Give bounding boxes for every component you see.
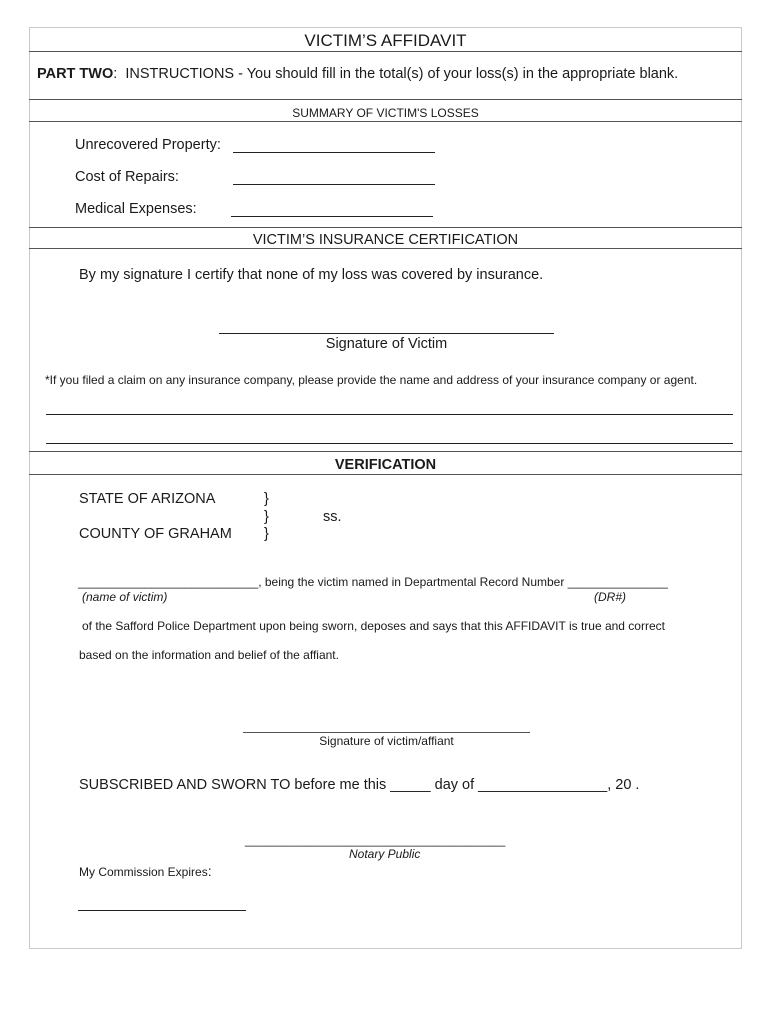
ss-label: ss.: [323, 509, 342, 525]
signature-affiant-caption: Signature of victim/affiant: [319, 734, 454, 748]
divider: [29, 121, 742, 122]
brace: }: [264, 509, 269, 525]
unrecovered-property-field[interactable]: [233, 152, 435, 153]
commission-expires-text: My Commission Expires: [79, 865, 208, 879]
divider: [29, 227, 742, 228]
commission-expires-label: [79, 863, 212, 879]
dr-caption: (DR#): [594, 590, 626, 604]
divider: [29, 248, 742, 249]
verification-heading: VERIFICATION: [334, 457, 437, 473]
brace: }: [264, 491, 269, 507]
insurance-note: *If you filed a claim on any insurance company, please provide the name and address of your insurance company or agent.: [45, 373, 698, 387]
part-two-colon: :: [113, 66, 118, 82]
deposes-statement: of the Safford Police Department upon being sworn, deposes and says that this AFFIDAVIT is true and correct: [82, 619, 665, 633]
part-two-label: PART TWO: [37, 66, 114, 82]
certify-statement: By my signature I certify that none of my loss was covered by insurance.: [79, 267, 544, 283]
medical-expenses-field[interactable]: [231, 216, 433, 217]
notary-signature-line[interactable]: _______________________________________: [245, 833, 506, 847]
state-label: STATE OF ARIZONA: [79, 491, 216, 507]
unrecovered-property-label: Unrecovered Property:: [75, 137, 221, 153]
form-border: [29, 27, 742, 949]
dr-number-field[interactable]: _______________: [567, 575, 668, 589]
commission-expires-field[interactable]: [78, 910, 246, 911]
signature-of-victim-caption: Signature of Victim: [325, 336, 448, 352]
divider: [29, 451, 742, 452]
insurance-company-line-2[interactable]: [46, 443, 733, 444]
victim-dr-statement: [78, 575, 668, 589]
commission-colon: :: [207, 863, 212, 879]
divider: [29, 51, 742, 52]
cost-of-repairs-field[interactable]: [233, 184, 435, 185]
county-label: COUNTY OF GRAHAM: [79, 526, 232, 542]
cost-of-repairs-label: Cost of Repairs:: [75, 169, 179, 185]
victim-name-field[interactable]: ___________________________: [78, 575, 259, 589]
sworn-statement: SUBSCRIBED AND SWORN TO before me this _____ day of ________________, 20 .: [79, 777, 640, 793]
victim-signature-line[interactable]: [219, 333, 554, 334]
part-two-instructions: [37, 66, 678, 82]
brace: }: [264, 526, 269, 542]
divider: [29, 474, 742, 475]
form-title: VICTIM’S AFFIDAVIT: [304, 31, 467, 50]
summary-heading: SUMMARY OF VICTIM'S LOSSES: [292, 106, 479, 120]
insurance-company-line-1[interactable]: [46, 414, 733, 415]
notary-public-caption: Notary Public: [349, 847, 421, 861]
medical-expenses-label: Medical Expenses:: [75, 201, 197, 217]
divider: [29, 99, 742, 100]
name-of-victim-caption: (name of victim): [82, 590, 168, 604]
affiant-signature-line[interactable]: [243, 732, 530, 733]
part-two-text: INSTRUCTIONS - You should fill in the total(s) of your loss(s) in the appropriate blank.: [125, 66, 679, 82]
belief-statement: based on the information and belief of the affiant.: [79, 648, 339, 662]
being-victim-text: , being the victim named in Departmental Record Number: [258, 575, 565, 589]
insurance-heading: VICTIM’S INSURANCE CERTIFICATION: [252, 232, 519, 248]
